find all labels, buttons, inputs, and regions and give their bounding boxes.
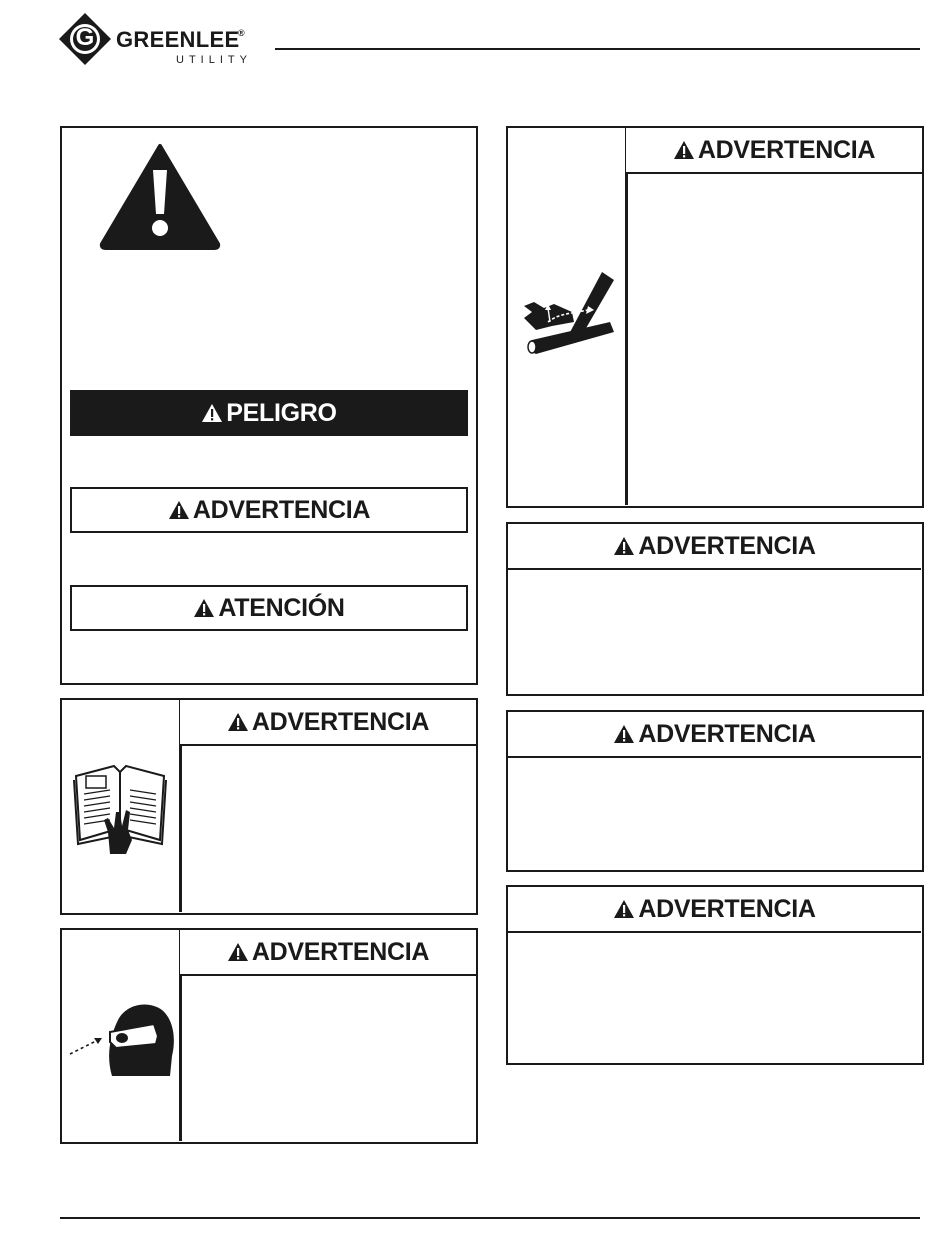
warning-signal-header — [180, 700, 476, 746]
fluid-injection-hazard-icon — [518, 270, 618, 370]
eye-protection-icon — [66, 996, 176, 1086]
alert-triangle-icon — [613, 724, 635, 744]
brand-registered: ® — [238, 28, 245, 38]
brand-sub: UTILITY — [176, 54, 252, 66]
warning-label: ADVERTENCIA — [251, 937, 430, 966]
alert-triangle-icon — [201, 403, 223, 423]
injection-hazard-warning-box — [506, 126, 924, 508]
greenlee-logo — [58, 10, 253, 68]
read-manual-warning-box — [60, 698, 478, 915]
warning-signal-header — [508, 712, 921, 758]
warning-box-2 — [506, 710, 924, 872]
warning-label: ADVERTENCIA — [638, 894, 816, 923]
caution-label: ATENCIÓN — [218, 593, 345, 622]
warning-signal-header — [70, 487, 468, 533]
warning-signal-header — [180, 930, 476, 976]
alert-triangle-icon — [227, 942, 249, 962]
read-manual-icon — [72, 758, 170, 856]
caution-signal-header — [70, 585, 468, 631]
alert-triangle-icon — [227, 712, 249, 732]
alert-triangle-icon — [168, 500, 190, 520]
icon-column-divider — [625, 128, 628, 505]
warning-label: ADVERTENCIA — [251, 707, 430, 736]
warning-label: ADVERTENCIA — [638, 719, 816, 748]
alert-triangle-icon — [613, 536, 635, 556]
header-rule — [275, 48, 920, 50]
footer-rule — [60, 1217, 920, 1219]
greenlee-emblem-letter: G — [75, 24, 95, 51]
danger-signal-header — [70, 390, 468, 436]
safety-alert-symbol-icon — [98, 142, 222, 250]
warning-signal-header — [508, 887, 921, 933]
warning-box-1 — [506, 522, 924, 696]
alert-triangle-icon — [673, 140, 695, 160]
warning-signal-header — [508, 524, 921, 570]
danger-label: PELIGRO — [226, 398, 337, 427]
eye-protection-warning-box — [60, 928, 478, 1144]
brand-name: GREENLEE — [116, 27, 240, 52]
alert-triangle-icon — [193, 598, 215, 618]
alert-triangle-icon — [613, 899, 635, 919]
warning-label: ADVERTENCIA — [192, 495, 371, 524]
signal-word-legend-box — [60, 126, 478, 685]
warning-label: ADVERTENCIA — [638, 531, 816, 560]
warning-label: ADVERTENCIA — [697, 135, 876, 164]
warning-box-3 — [506, 885, 924, 1065]
warning-signal-header — [626, 128, 922, 174]
